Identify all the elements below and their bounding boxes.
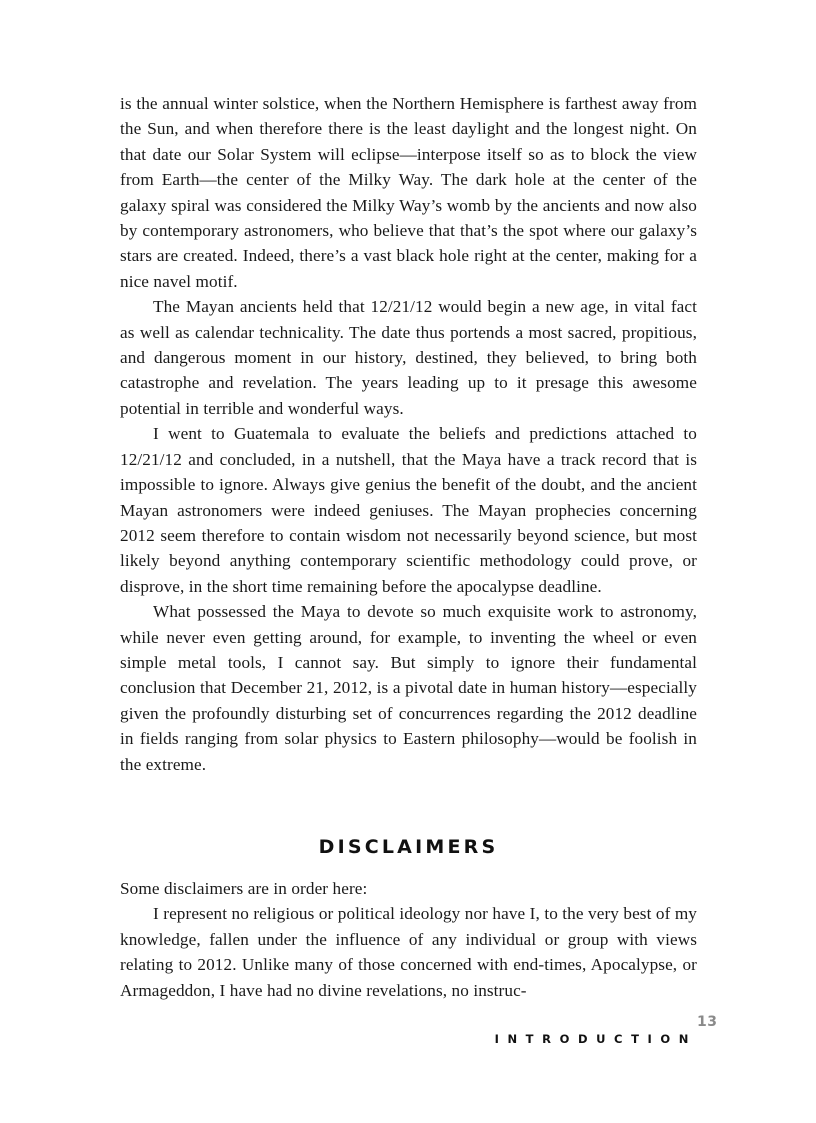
body-text: [120, 91, 697, 777]
paragraph-4: What possessed the Maya to devote so much exquisite work to astronomy, while never even getting around, for example, to inventing the wheel or even simple metal tools, I cannot say. But simply to ignore their fundamental conclusion that December 21, 2012, is a pivotal date in human history—especially given the profoundly disturbing set of concurrences regarding the 2012 deadline in fields ranging from solar physics to Eastern philosophy—would be foolish in the extreme.: [120, 602, 697, 774]
page-number: 13: [697, 1014, 718, 1030]
running-head: INTRODUCTION: [494, 1032, 697, 1046]
section-heading: DISCLAIMERS: [318, 836, 499, 858]
section-paragraph-1: Some disclaimers are in order here:: [120, 879, 368, 898]
paragraph-3: I went to Guatemala to evaluate the beliefs and predictions attached to 12/21/12 and concluded, in a nutshell, that the Maya have a track record that is impossible to ignore. Always give genius the benefit of the doubt, and the ancient Mayan astronomers were indeed geniuses. The Mayan prophecies concerning 2012 seem therefore to contain wisdom not necessarily beyond science, but most likely beyond anything contemporary scientific methodology could prove, or disprove, in the short time remaining before the apocalypse deadline.: [120, 424, 697, 596]
paragraph-1: is the annual winter solstice, when the Northern Hemisphere is farthest away from the Sun, and when therefore there is the least daylight and the longest night. On that date our Solar System will eclipse—interpose itself so as to block the view from Earth—the center of the Milky Way. The dark hole at the center of the galaxy spiral was considered the Milky Way’s womb by the ancients and now also by contemporary astronomers, who believe that that’s the spot where our galaxy’s stars are created. Indeed, there’s a vast black hole right at the center, making for a nice navel motif.: [120, 94, 697, 291]
section-text: [120, 876, 697, 1003]
section-paragraph-2: I represent no religious or political ideology nor have I, to the very best of my knowledge, fallen under the influence of any individual or group with views relating to 2012. Unlike many of those concerned with end-times, Apocalypse, or Armageddon, I have had no divine revelations, no instruc-: [120, 904, 697, 1000]
paragraph-2: The Mayan ancients held that 12/21/12 would begin a new age, in vital fact as well as calendar technicality. The date thus portends a most sacred, propitious, and dangerous moment in our history, destined, they believed, to bring both catastrophe and revelation. The years leading up to it presage this awesome potential in terrible and wonderful ways.: [120, 297, 697, 418]
